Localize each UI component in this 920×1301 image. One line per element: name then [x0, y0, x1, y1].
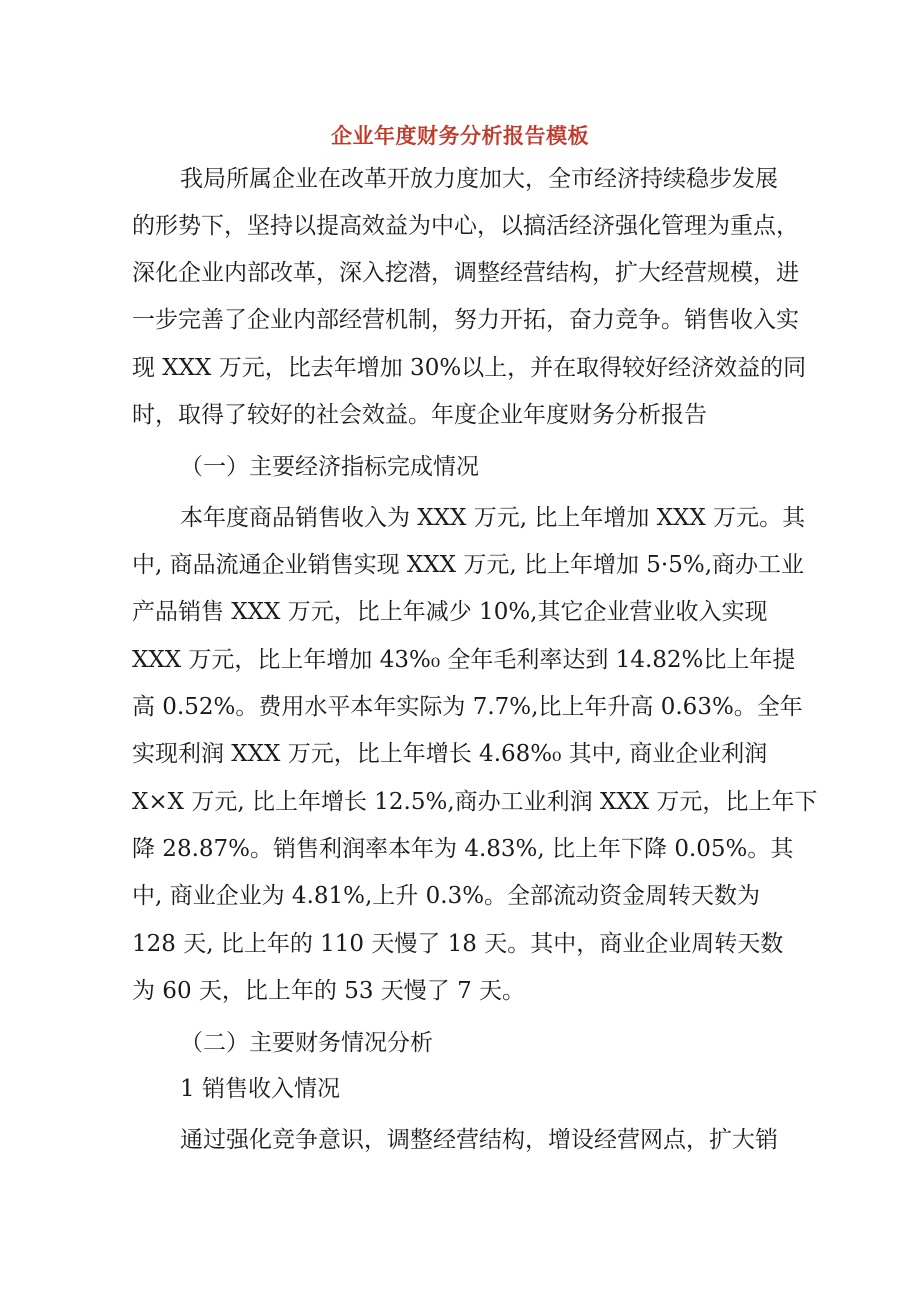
- section-heading-2: （二）主要财务情况分析: [180, 1030, 433, 1056]
- intro-line-2: 的形势下，坚持以提高效益为中心，以搞活经济强化管理为重点，: [132, 213, 799, 239]
- intro-line-6: 时，取得了较好的社会效益。年度企业年度财务分析报告: [132, 402, 707, 428]
- section1-line-5: 高 0.52%。费用水平本年实际为 7.7%,比上年升高 0.63%。全年: [132, 694, 803, 720]
- section1-line-11: 为 60 天，比上年的 53 天慢了 7 天。: [132, 978, 526, 1004]
- section-heading-1: （一）主要经济指标完成情况: [180, 454, 479, 480]
- section1-line-4: XXX 万元，比上年增加 43%₀ 全年毛利率达到 14.82%比上年提: [132, 647, 796, 673]
- section1-line-3: 产品销售 XXX 万元，比上年减少 10%,其它企业营业收入实现: [132, 599, 768, 625]
- section1-line-2: 中, 商品流通企业销售实现 XXX 万元, 比上年增加 5·5%,商办工业: [132, 552, 805, 578]
- intro-line-4: 一步完善了企业内部经营机制，努力开拓，奋力竞争。销售收入实: [132, 307, 799, 333]
- intro-line-3: 深化企业内部改革，深入挖潜，调整经营结构，扩大经营规模，进: [132, 260, 799, 286]
- section1-line-6: 实现利润 XXX 万元，比上年增长 4.68%₀ 其中, 商业企业利润: [132, 741, 768, 767]
- section1-line-8: 降 28.87%。销售利润率本年为 4.83%, 比上年下降 0.05%。其: [132, 836, 794, 862]
- intro-line-5: 现 XXX 万元，比去年增加 30%以上，并在取得较好经济效益的同: [132, 355, 807, 381]
- document-title: 企业年度财务分析报告模板: [331, 124, 589, 148]
- section1-line-1: 本年度商品销售收入为 XXX 万元, 比上年增加 XXX 万元。其: [180, 505, 806, 531]
- subsection1-line-1: 通过强化竞争意识，调整经营结构，增设经营网点，扩大销: [180, 1127, 778, 1153]
- section1-line-7: X×X 万元, 比上年增长 12.5%,商办工业利润 XXX 万元，比上年下: [132, 789, 818, 815]
- subsection-heading-1: 1 销售收入情况: [180, 1076, 340, 1102]
- intro-line-1: 我局所属企业在改革开放力度加大，全市经济持续稳步发展: [180, 166, 778, 192]
- section1-line-9: 中, 商业企业为 4.81%,上升 0.3%。全部流动资金周转天数为: [132, 883, 761, 909]
- section1-line-10: 128 天, 比上年的 110 天慢了 18 天。其中，商业企业周转天数: [132, 931, 784, 957]
